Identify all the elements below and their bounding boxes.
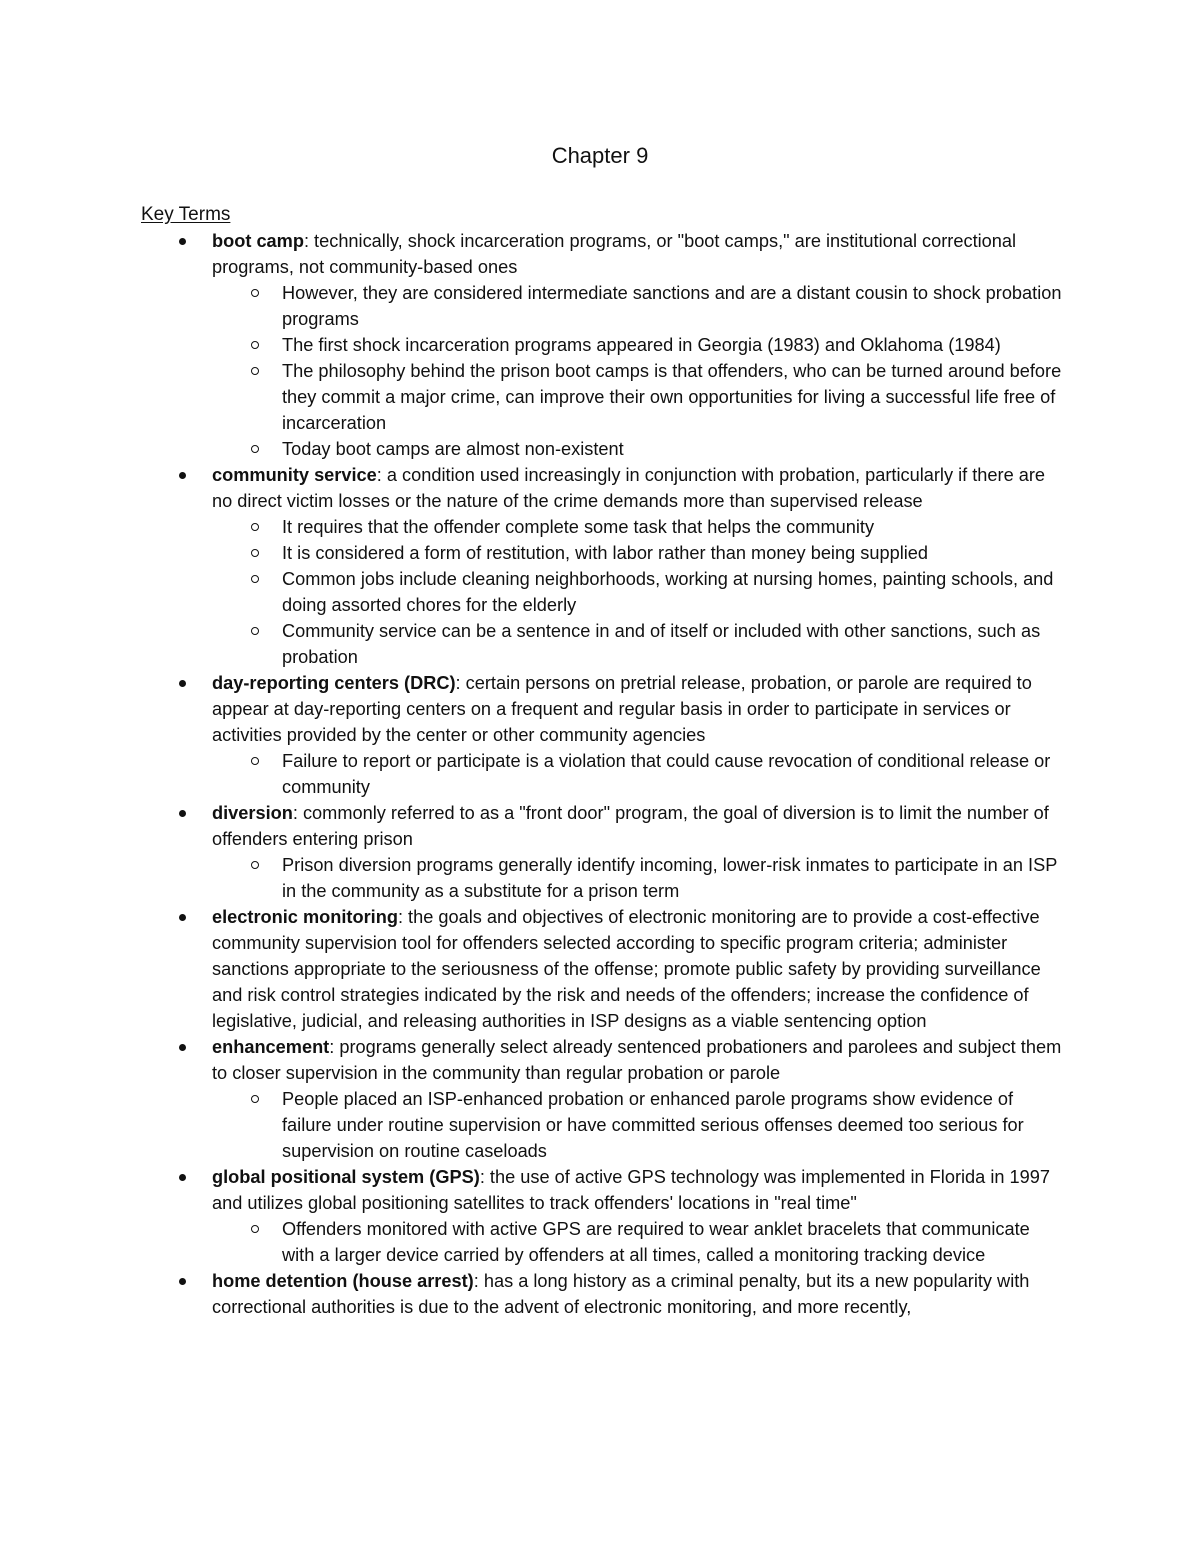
subpoint-item bbox=[282, 1216, 1062, 1268]
subpoint-item bbox=[282, 748, 1062, 800]
term-name: enhancement bbox=[212, 1037, 330, 1057]
hollow-bullet-icon bbox=[251, 549, 259, 557]
list-item bbox=[212, 670, 1062, 800]
subpoint-text: The philosophy behind the prison boot camps is that offenders, who can be turned around before they commit a major crime, can improve their own opportunities for living a successful life free of incarceration bbox=[282, 361, 1062, 433]
term-definition: : the goals and objectives of electronic monitoring are to provide a cost-effective community supervision tool for offenders selected according to specific program criteria; administer sanctions appropriate to the seriousness of the offense; promote public safety by providing surveillance and risk control strategies indicated by the risk and needs of the offenders; increase the confidence of legislative, judicial, and releasing authorities in ISP designs as a viable sentencing option bbox=[212, 907, 1041, 1031]
subpoint-text: Today boot camps are almost non-existent bbox=[282, 439, 624, 459]
hollow-bullet-icon bbox=[251, 1095, 259, 1103]
section-heading: Key Terms bbox=[141, 204, 231, 225]
subpoint-item bbox=[282, 852, 1062, 904]
hollow-bullet-icon bbox=[251, 523, 259, 531]
term-definition: : programs generally select already sentenced probationers and parolees and subject them to closer supervision in the community than regular probation or parole bbox=[212, 1037, 1062, 1083]
subpoint-list bbox=[212, 514, 1062, 670]
subpoint-item bbox=[282, 1086, 1062, 1164]
subpoint-list bbox=[212, 1086, 1062, 1164]
list-item bbox=[212, 904, 1062, 1034]
key-terms-list bbox=[0, 228, 1200, 1320]
subpoint-text: Prison diversion programs generally identify incoming, lower-risk inmates to participate in an ISP in the community as a substitute for a prison term bbox=[282, 855, 1058, 901]
list-item bbox=[212, 228, 1062, 462]
subpoint-text: Offenders monitored with active GPS are required to wear anklet bracelets that communicate with a larger device carried by offenders at all times, called a monitoring tracking device bbox=[282, 1219, 1030, 1265]
subpoint-text: It is considered a form of restitution, with labor rather than money being supplied bbox=[282, 543, 929, 563]
list-item bbox=[212, 462, 1062, 670]
list-item bbox=[212, 800, 1062, 904]
subpoint-text: The first shock incarceration programs appeared in Georgia (1983) and Oklahoma (1984) bbox=[282, 335, 1001, 355]
hollow-bullet-icon bbox=[251, 341, 259, 349]
subpoint-item bbox=[282, 566, 1062, 618]
subpoint-item bbox=[282, 618, 1062, 670]
hollow-bullet-icon bbox=[251, 367, 259, 375]
term-definition: : a condition used increasingly in conjunction with probation, particularly if there are no direct victim losses or the nature of the crime demands more than supervised release bbox=[212, 465, 1046, 511]
bullet-icon bbox=[179, 238, 186, 245]
hollow-bullet-icon bbox=[251, 575, 259, 583]
subpoint-list bbox=[212, 852, 1062, 904]
term-name: home detention (house arrest) bbox=[212, 1271, 474, 1291]
hollow-bullet-icon bbox=[251, 861, 259, 869]
term-name: community service bbox=[212, 465, 377, 485]
term-name: boot camp bbox=[212, 231, 304, 251]
term-definition: : technically, shock incarceration programs, or "boot camps," are institutional correctional programs, not community-based ones bbox=[212, 231, 1017, 277]
subpoint-list bbox=[212, 1216, 1062, 1268]
subpoint-item bbox=[282, 358, 1062, 436]
subpoint-list bbox=[212, 280, 1062, 462]
term-definition: : has a long history as a criminal penalty, but its a new popularity with correctional authorities is due to the advent of electronic monitoring, and more recently, bbox=[212, 1271, 1030, 1317]
subpoint-text: Common jobs include cleaning neighborhoods, working at nursing homes, painting schools, and doing assorted chores for the elderly bbox=[282, 569, 1054, 615]
bullet-icon bbox=[179, 1278, 186, 1285]
bullet-icon bbox=[179, 680, 186, 687]
list-item bbox=[212, 1034, 1062, 1164]
hollow-bullet-icon bbox=[251, 757, 259, 765]
subpoint-text: Failure to report or participate is a violation that could cause revocation of conditional release or community bbox=[282, 751, 1051, 797]
subpoint-text: However, they are considered intermediate sanctions and are a distant cousin to shock probation programs bbox=[282, 283, 1062, 329]
term-name: electronic monitoring bbox=[212, 907, 398, 927]
subpoint-item bbox=[282, 280, 1062, 332]
hollow-bullet-icon bbox=[251, 1225, 259, 1233]
term-definition: : certain persons on pretrial release, probation, or parole are required to appear at day-reporting centers on a frequent and regular basis in order to participate in services or activities provided by the center or other community agencies bbox=[212, 673, 1032, 745]
list-item bbox=[212, 1268, 1062, 1320]
term-name: global positional system (GPS) bbox=[212, 1167, 480, 1187]
term-definition: : the use of active GPS technology was implemented in Florida in 1997 and utilizes global positioning satellites to track offenders' locations in "real time" bbox=[212, 1167, 1051, 1213]
subpoint-list bbox=[212, 748, 1062, 800]
term-definition: : commonly referred to as a "front door" program, the goal of diversion is to limit the number of offenders entering prison bbox=[212, 803, 1049, 849]
term-name: day-reporting centers (DRC) bbox=[212, 673, 456, 693]
term-name: diversion bbox=[212, 803, 293, 823]
hollow-bullet-icon bbox=[251, 289, 259, 297]
subpoint-text: People placed an ISP-enhanced probation or enhanced parole programs show evidence of failure under routine supervision or have committed serious offenses deemed too serious for supervision on routine caseloads bbox=[282, 1089, 1024, 1161]
subpoint-item bbox=[282, 332, 1062, 358]
bullet-icon bbox=[179, 1044, 186, 1051]
subpoint-item bbox=[282, 436, 1062, 462]
bullet-icon bbox=[179, 914, 186, 921]
subpoint-text: Community service can be a sentence in and of itself or included with other sanctions, such as probation bbox=[282, 621, 1041, 667]
hollow-bullet-icon bbox=[251, 445, 259, 453]
subpoint-text: It requires that the offender complete some task that helps the community bbox=[282, 517, 875, 537]
bullet-icon bbox=[179, 1174, 186, 1181]
list-item bbox=[212, 1164, 1062, 1268]
subpoint-item bbox=[282, 540, 1062, 566]
hollow-bullet-icon bbox=[251, 627, 259, 635]
bullet-icon bbox=[179, 810, 186, 817]
bullet-icon bbox=[179, 472, 186, 479]
subpoint-item bbox=[282, 514, 1062, 540]
page-title: Chapter 9 bbox=[551, 143, 649, 168]
